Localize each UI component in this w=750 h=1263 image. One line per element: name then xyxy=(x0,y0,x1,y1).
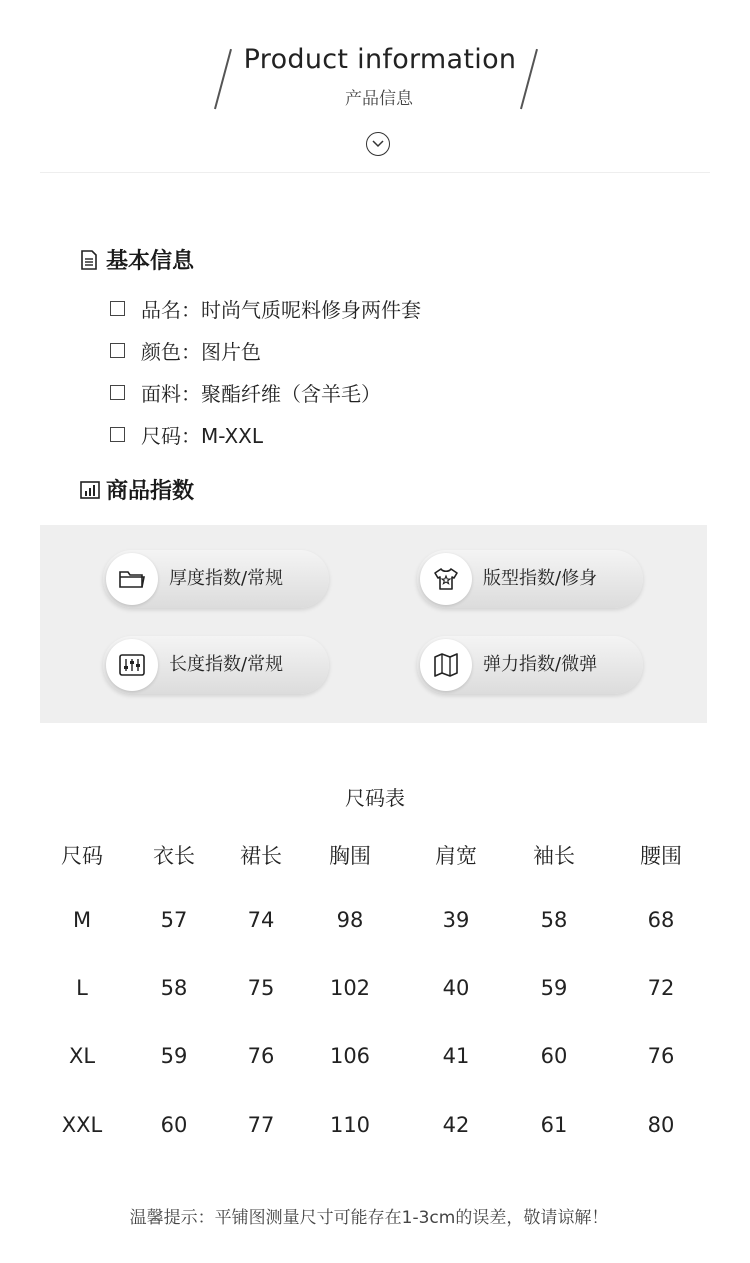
table-cell: 59 xyxy=(160,1044,188,1068)
index-pill-fit xyxy=(417,550,643,608)
info-item xyxy=(110,420,263,449)
folder-icon xyxy=(106,553,158,605)
table-cell: 76 xyxy=(247,1044,275,1068)
basic-info-heading xyxy=(80,244,194,275)
table-cell: 58 xyxy=(160,976,188,1000)
table-cell: 58 xyxy=(540,908,568,932)
info-item-label: 尺码：M-XXL xyxy=(141,424,264,448)
table-cell: 76 xyxy=(647,1044,675,1068)
table-cell: 61 xyxy=(540,1113,568,1137)
measurement-tip: 温馨提示：平铺图测量尺寸可能存在1-3cm的误差，敬请谅解！ xyxy=(129,1208,609,1228)
tshirt-icon xyxy=(420,553,472,605)
table-cell: 60 xyxy=(540,1044,568,1068)
table-header-cell: 肩宽 xyxy=(435,844,477,868)
table-cell: 72 xyxy=(647,976,675,1000)
info-item xyxy=(110,336,261,365)
checkbox-square-icon xyxy=(110,343,125,358)
table-header-cell: 袖长 xyxy=(533,844,575,868)
chevron-down-icon[interactable] xyxy=(366,132,390,156)
info-item-label: 面料：聚酯纤维（含羊毛） xyxy=(141,382,381,406)
checkbox-square-icon xyxy=(110,427,125,442)
index-pill-label: 版型指数/修身 xyxy=(483,568,598,589)
table-cell: 42 xyxy=(442,1113,470,1137)
table-cell: 74 xyxy=(247,908,275,932)
checkbox-square-icon xyxy=(110,301,125,316)
title-english: Product information xyxy=(243,44,517,75)
chart-icon xyxy=(80,480,100,500)
table-cell: 39 xyxy=(442,908,470,932)
product-info-header xyxy=(0,0,750,175)
basic-info-heading-text: 基本信息 xyxy=(106,249,195,274)
index-pill-label: 长度指数/常规 xyxy=(169,654,284,675)
table-cell: M xyxy=(72,908,92,932)
table-cell: 59 xyxy=(540,976,568,1000)
info-item-label: 品名：时尚气质呢料修身两件套 xyxy=(141,298,421,322)
title-chinese: 产品信息 xyxy=(345,89,413,109)
table-cell: 41 xyxy=(442,1044,470,1068)
table-cell: 98 xyxy=(336,908,364,932)
index-pill-elasticity xyxy=(417,636,643,694)
index-heading xyxy=(80,474,194,505)
table-header-cell: 腰围 xyxy=(640,844,682,868)
table-cell: 40 xyxy=(442,976,470,1000)
table-cell: XL xyxy=(68,1044,96,1068)
table-cell: XXL xyxy=(61,1113,103,1137)
size-table-title: 尺码表 xyxy=(345,786,405,810)
table-cell: 80 xyxy=(647,1113,675,1137)
table-cell: 60 xyxy=(160,1113,188,1137)
index-pill-label: 厚度指数/常规 xyxy=(169,568,284,589)
table-cell: 68 xyxy=(647,908,675,932)
info-item xyxy=(110,378,381,407)
index-heading-text: 商品指数 xyxy=(106,479,195,504)
info-item-label: 颜色：图片色 xyxy=(141,340,261,364)
header-divider xyxy=(40,172,710,173)
table-cell: 110 xyxy=(329,1113,371,1137)
table-header-cell: 衣长 xyxy=(153,844,195,868)
table-cell: L xyxy=(76,976,88,1000)
map-icon xyxy=(420,639,472,691)
table-cell: 102 xyxy=(329,976,371,1000)
info-item xyxy=(110,294,421,323)
index-panel xyxy=(40,525,707,723)
table-cell: 57 xyxy=(160,908,188,932)
table-cell: 77 xyxy=(247,1113,275,1137)
document-icon xyxy=(80,250,100,270)
checkbox-square-icon xyxy=(110,385,125,400)
table-cell: 106 xyxy=(329,1044,371,1068)
table-header-cell: 胸围 xyxy=(329,844,371,868)
table-header-cell: 裙长 xyxy=(240,844,282,868)
index-pill-label: 弹力指数/微弹 xyxy=(483,654,598,675)
index-pill-thickness xyxy=(103,550,329,608)
index-pill-length xyxy=(103,636,329,694)
table-header-cell: 尺码 xyxy=(61,844,103,868)
table-cell: 75 xyxy=(247,976,275,1000)
slider-icon xyxy=(106,639,158,691)
